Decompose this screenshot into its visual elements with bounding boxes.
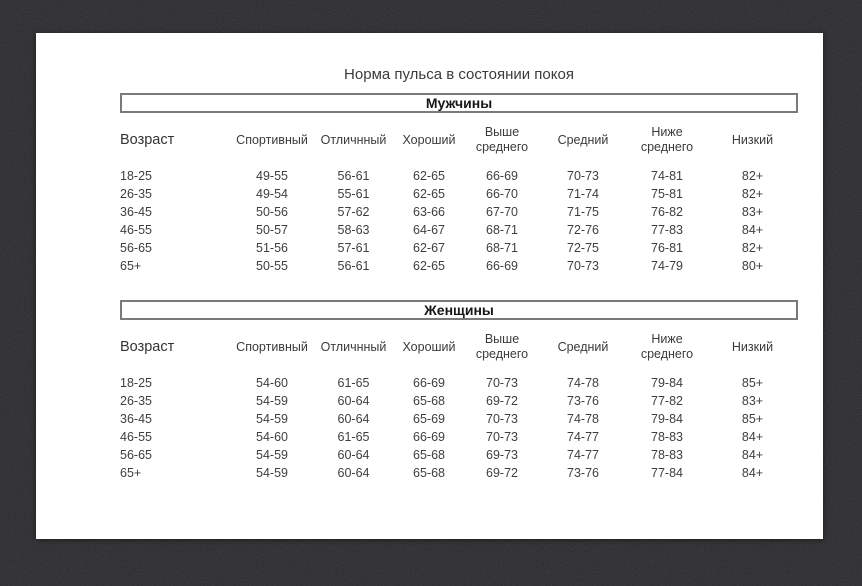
pulse-range-cell: 50-55	[256, 259, 288, 273]
pulse-range-cell: 51-56	[256, 241, 288, 255]
section-men	[120, 93, 798, 275]
pulse-table-men	[120, 125, 798, 275]
pulse-range-cell: 84+	[741, 430, 764, 444]
pulse-range-cell: 75-81	[651, 187, 683, 201]
pulse-range-cell: 83+	[741, 394, 764, 408]
column-header: Ниже среднего	[640, 332, 694, 361]
pulse-range-cell: 62-65	[413, 187, 445, 201]
pulse-range-cell: 82+	[741, 169, 764, 183]
table-row	[120, 203, 798, 221]
age-cell: 65+	[120, 466, 142, 480]
column-header: Спортивный	[236, 132, 308, 147]
pulse-range-cell: 77-82	[651, 394, 683, 408]
table-row	[120, 239, 798, 257]
column-header: Выше среднего	[475, 332, 529, 361]
pulse-range-cell: 85+	[741, 376, 764, 390]
pulse-range-cell: 54-59	[256, 412, 288, 426]
pulse-range-cell: 60-64	[337, 412, 370, 426]
pulse-range-cell: 49-54	[256, 187, 288, 201]
pulse-range-cell: 60-64	[337, 466, 370, 480]
age-cell: 26-35	[120, 187, 152, 201]
pulse-range-cell: 73-76	[567, 466, 599, 480]
pulse-range-cell: 66-69	[486, 259, 518, 273]
table-row	[120, 464, 798, 482]
column-header: Ниже среднего	[640, 125, 694, 154]
pulse-range-cell: 57-62	[337, 205, 370, 219]
pulse-range-cell: 78-83	[651, 448, 683, 462]
pulse-range-cell: 68-71	[486, 223, 518, 237]
table-row	[120, 410, 798, 428]
pulse-range-cell: 54-60	[256, 376, 288, 390]
table-row	[120, 446, 798, 464]
table-row	[120, 167, 798, 185]
column-header: Возраст	[120, 338, 175, 355]
pulse-range-cell: 54-59	[256, 466, 288, 480]
pulse-range-cell: 74-81	[651, 169, 683, 183]
pulse-range-cell: 56-61	[337, 169, 370, 183]
pulse-range-cell: 74-77	[567, 448, 599, 462]
pulse-range-cell: 85+	[741, 412, 764, 426]
pulse-range-cell: 83+	[741, 205, 764, 219]
pulse-range-cell: 60-64	[337, 394, 370, 408]
table-row	[120, 428, 798, 446]
pulse-range-cell: 79-84	[651, 412, 683, 426]
age-cell: 26-35	[120, 394, 152, 408]
pulse-range-cell: 66-69	[486, 169, 518, 183]
pulse-range-cell: 55-61	[337, 187, 370, 201]
pulse-range-cell: 70-73	[486, 376, 518, 390]
section-header-men: Мужчины	[120, 93, 798, 113]
pulse-range-cell: 71-75	[567, 205, 599, 219]
pulse-range-cell: 54-59	[256, 448, 288, 462]
pulse-table-women	[120, 332, 798, 482]
pulse-range-cell: 84+	[741, 466, 764, 480]
age-cell: 46-55	[120, 223, 152, 237]
pulse-range-cell: 56-61	[337, 259, 370, 273]
pulse-range-cell: 76-82	[651, 205, 683, 219]
table-row	[120, 374, 798, 392]
column-header: Хороший	[402, 132, 456, 147]
pulse-range-cell: 71-74	[567, 187, 599, 201]
pulse-range-cell: 63-66	[413, 205, 445, 219]
age-cell: 36-45	[120, 205, 152, 219]
column-header: Средний	[557, 339, 609, 354]
age-cell: 56-65	[120, 241, 152, 255]
pulse-range-cell: 61-65	[337, 376, 370, 390]
pulse-range-cell: 65-68	[413, 466, 445, 480]
table-row	[120, 185, 798, 203]
column-header: Низкий	[731, 132, 774, 147]
pulse-range-cell: 68-71	[486, 241, 518, 255]
page-title: Норма пульса в состоянии покоя	[344, 66, 574, 83]
pulse-range-cell: 70-73	[486, 412, 518, 426]
pulse-range-cell: 62-67	[413, 241, 445, 255]
age-cell: 18-25	[120, 169, 152, 183]
pulse-range-cell: 74-78	[567, 376, 599, 390]
header-row	[120, 125, 798, 167]
pulse-range-cell: 84+	[741, 223, 764, 237]
age-cell: 18-25	[120, 376, 152, 390]
pulse-range-cell: 62-65	[413, 259, 445, 273]
pulse-range-cell: 70-73	[567, 259, 599, 273]
column-header: Возраст	[120, 131, 175, 148]
pulse-range-cell: 76-81	[651, 241, 683, 255]
pulse-range-cell: 79-84	[651, 376, 683, 390]
pulse-range-cell: 54-59	[256, 394, 288, 408]
pulse-range-cell: 72-76	[567, 223, 599, 237]
column-header: Отличнный	[320, 339, 387, 354]
age-cell: 36-45	[120, 412, 152, 426]
pulse-range-cell: 66-69	[413, 430, 445, 444]
pulse-range-cell: 72-75	[567, 241, 599, 255]
pulse-range-cell: 74-78	[567, 412, 599, 426]
pulse-range-cell: 70-73	[567, 169, 599, 183]
column-header: Выше среднего	[475, 125, 529, 154]
column-header: Хороший	[402, 339, 456, 354]
table-row	[120, 257, 798, 275]
pulse-range-cell: 69-72	[486, 394, 518, 408]
section-header-women: Женщины	[120, 300, 798, 320]
header-row	[120, 332, 798, 374]
column-header: Спортивный	[236, 339, 308, 354]
pulse-range-cell: 64-67	[413, 223, 445, 237]
pulse-range-cell: 66-70	[486, 187, 518, 201]
pulse-range-cell: 50-56	[256, 205, 288, 219]
pulse-range-cell: 74-77	[567, 430, 599, 444]
table-row	[120, 392, 798, 410]
pulse-range-cell: 58-63	[337, 223, 370, 237]
table-card	[36, 33, 823, 539]
pulse-range-cell: 54-60	[256, 430, 288, 444]
section-women	[120, 300, 798, 482]
pulse-range-cell: 49-55	[256, 169, 288, 183]
pulse-range-cell: 65-69	[413, 412, 445, 426]
age-cell: 65+	[120, 259, 142, 273]
pulse-range-cell: 82+	[741, 187, 764, 201]
pulse-range-cell: 70-73	[486, 430, 518, 444]
pulse-range-cell: 73-76	[567, 394, 599, 408]
pulse-range-cell: 66-69	[413, 376, 445, 390]
pulse-range-cell: 61-65	[337, 430, 370, 444]
pulse-range-cell: 82+	[741, 241, 764, 255]
pulse-range-cell: 69-72	[486, 466, 518, 480]
column-header: Низкий	[731, 339, 774, 354]
pulse-range-cell: 50-57	[256, 223, 288, 237]
pulse-range-cell: 77-83	[651, 223, 683, 237]
pulse-range-cell: 67-70	[486, 205, 518, 219]
pulse-range-cell: 78-83	[651, 430, 683, 444]
pulse-range-cell: 77-84	[651, 466, 683, 480]
table-row	[120, 221, 798, 239]
age-cell: 46-55	[120, 430, 152, 444]
column-header: Отличнный	[320, 132, 387, 147]
pulse-range-cell: 65-68	[413, 394, 445, 408]
pulse-range-cell: 74-79	[651, 259, 683, 273]
age-cell: 56-65	[120, 448, 152, 462]
pulse-range-cell: 80+	[741, 259, 764, 273]
pulse-range-cell: 62-65	[413, 169, 445, 183]
pulse-range-cell: 84+	[741, 448, 764, 462]
pulse-range-cell: 60-64	[337, 448, 370, 462]
pulse-range-cell: 69-73	[486, 448, 518, 462]
pulse-range-cell: 65-68	[413, 448, 445, 462]
column-header: Средний	[557, 132, 609, 147]
pulse-range-cell: 57-61	[337, 241, 370, 255]
